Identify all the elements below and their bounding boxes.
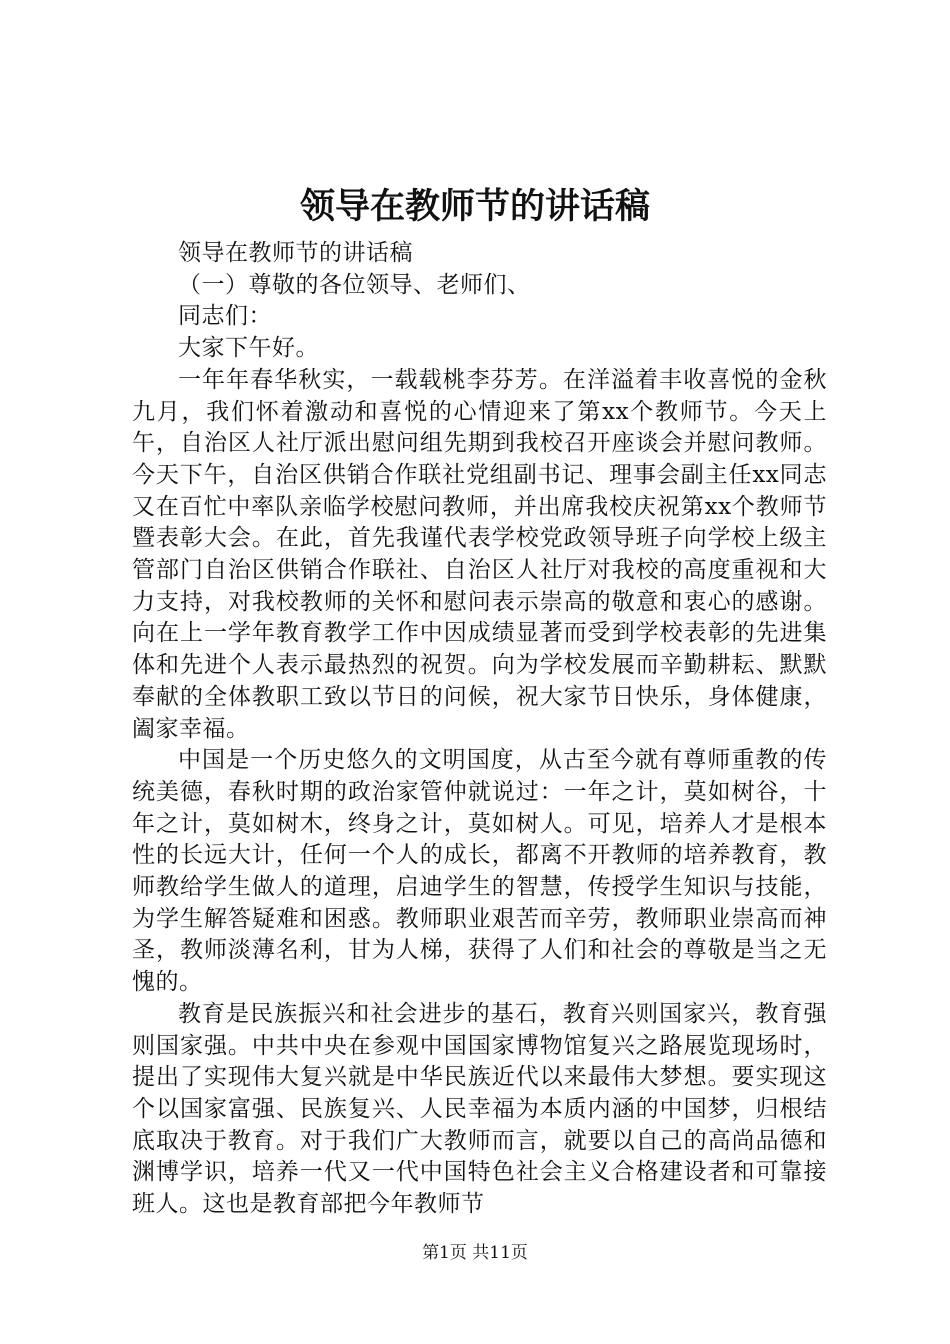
paragraph-body-3: 教育是民族振兴和社会进步的基石，教育兴则国家兴，教育强则国家强。中共中央在参观中国国家博物馆复兴之路展览现场时，提出了实现伟大复兴就是中华民族近代以来最伟大梦想。要实现这个以国家富强、民族复兴、人民幸福为本质内涵的中国梦，归根结底取决于教育。对于我们广大教师而言，就要以自己的高尚品德和渊博学识，培养一代又一代中国特色社会主义合格建设者和可靠接班人。这也是教育部把今年教师节 [132, 1000, 827, 1218]
document-title: 领导在教师节的讲话稿 [299, 186, 650, 227]
document-body [132, 238, 827, 1221]
page-footer: 第1页 共11页 [422, 1243, 528, 1263]
paragraph-greeting: 大家下午好。 [178, 335, 319, 362]
paragraph-comrades: 同志们： [178, 303, 272, 330]
paragraph-salutation: （一）尊敬的各位领导、老师们、 [178, 271, 531, 298]
paragraph-body-1: 一年年春华秋实，一载载桃李芬芳。在洋溢着丰收喜悦的金秋九月，我们怀着激动和喜悦的心情迎来了第xx个教师节。今天上午，自治区人社厅派出慰问组先期到我校召开座谈会并慰问教师。今天下午，自治区供销合作联社党组副书记、理事会副主任xx同志又在百忙中率队亲临学校慰问教师，并出席我校庆祝第xx个教师节暨表彰大会。在此，首先我谨代表学校党政领导班子向学校上级主管部门自治区供销合作联社、自治区人社厅对我校的高度重视和大力支持，对我校教师的关怀和慰问表示崇高的敬意和衷心的感谢。向在上一学年教育教学工作中因成绩显著而受到学校表彰的先进集体和先进个人表示最热烈的祝贺。向为学校发展而辛勤耕耘、默默奉献的全体教职工致以节日的问候，祝大家节日快乐，身体健康，阖家幸福。 [132, 366, 827, 742]
paragraph-subtitle: 领导在教师节的讲话稿 [178, 240, 413, 266]
paragraph-body-2: 中国是一个历史悠久的文明国度，从古至今就有尊师重教的传统美德，春秋时期的政治家管仲就说过：一年之计，莫如树谷，十年之计，莫如树木，终身之计，莫如树人。可见，培养人才是根本性的长远大计，任何一个人的成长，都离不开教师的培养教育，教师教给学生做人的道理，启迪学生的智慧，传授学生知识与技能，为学生解答疑难和困惑。教师职业艰苦而辛劳，教师职业崇高而神圣，教师淡薄名利，甘为人梯，获得了人们和社会的尊敬是当之无愧的。 [132, 747, 827, 996]
